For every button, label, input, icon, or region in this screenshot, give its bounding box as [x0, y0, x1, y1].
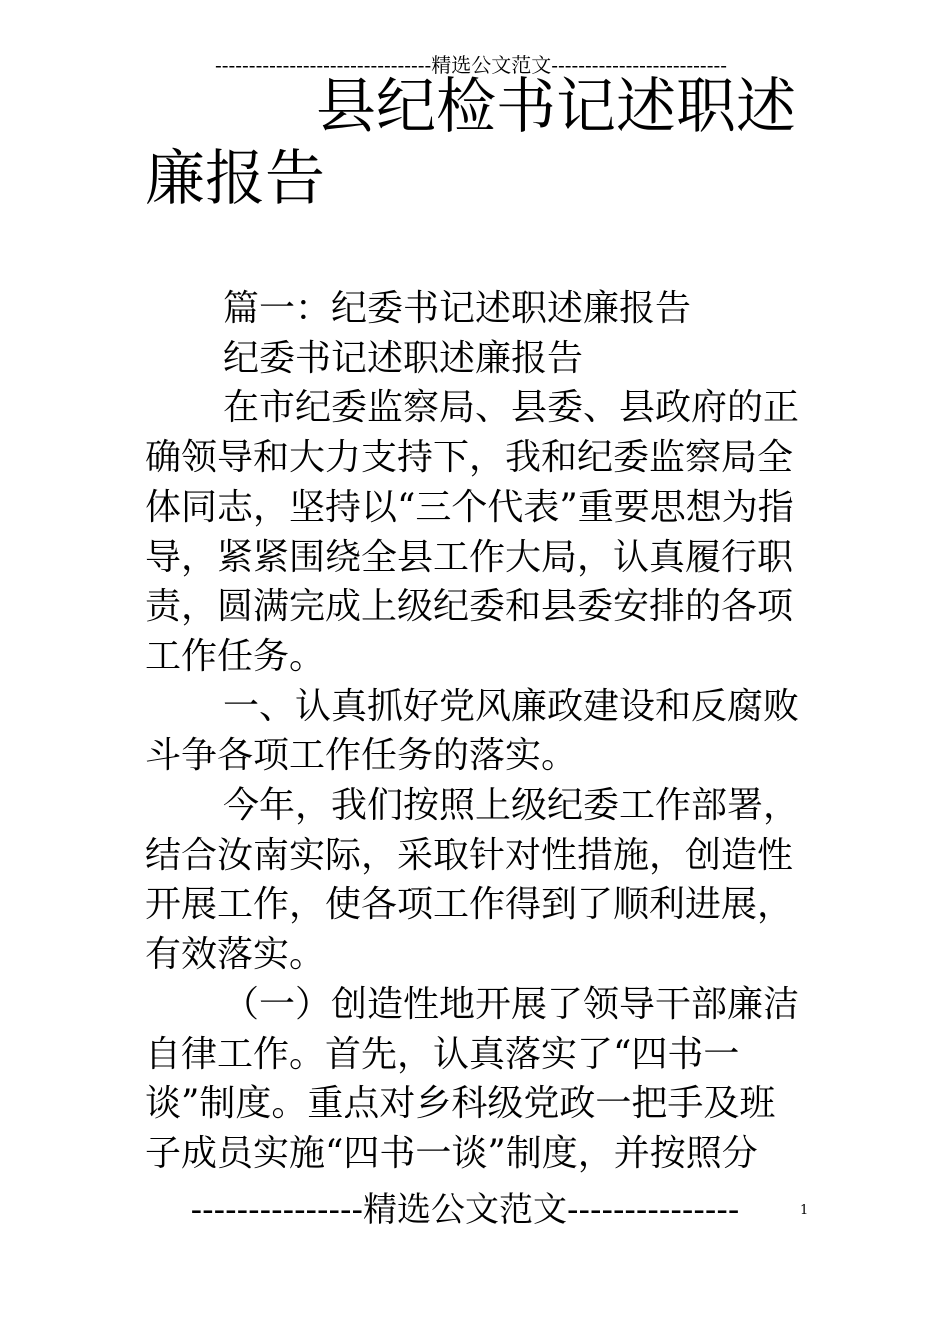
- page-header: --------------------------------精选公文范文--------------------------: [215, 53, 727, 77]
- page-footer: ---------------精选公文范文---------------: [190, 1190, 740, 1230]
- body-paragraph: 在市纪委监察局、县委、县政府的正确领导和大力支持下，我和纪委监察局全体同志，坚持以“三个代表”重要思想为指导，紧紧围绕全县工作大局，认真履行职责，圆满完成上级纪委和县委安排的各项工作任务。: [145, 387, 800, 677]
- document-body: [145, 284, 805, 1179]
- page-number: 1: [800, 1203, 809, 1218]
- body-paragraph: 一、认真抓好党风廉政建设和反腐败斗争各项工作任务的落实。: [145, 685, 800, 777]
- document-title-line2: 廉报告: [145, 144, 325, 214]
- body-paragraph: （一）创造性地开展了领导干部廉洁自律工作。首先，认真落实了“四书一谈”制度。重点对乡科级党政一把手及班子成员实施“四书一谈”制度，并按照分: [145, 983, 800, 1174]
- report-subtitle: 纪委书记述职述廉报告: [223, 337, 584, 379]
- section-heading: 篇一：纪委书记述职述廉报告: [223, 288, 692, 329]
- body-paragraph: 今年，我们按照上级纪委工作部署，结合汝南实际，采取针对性措施，创造性开展工作，使各项工作得到了顺利进展，有效落实。: [145, 785, 800, 976]
- document-title-line1: 县纪检书记述职述: [316, 72, 796, 142]
